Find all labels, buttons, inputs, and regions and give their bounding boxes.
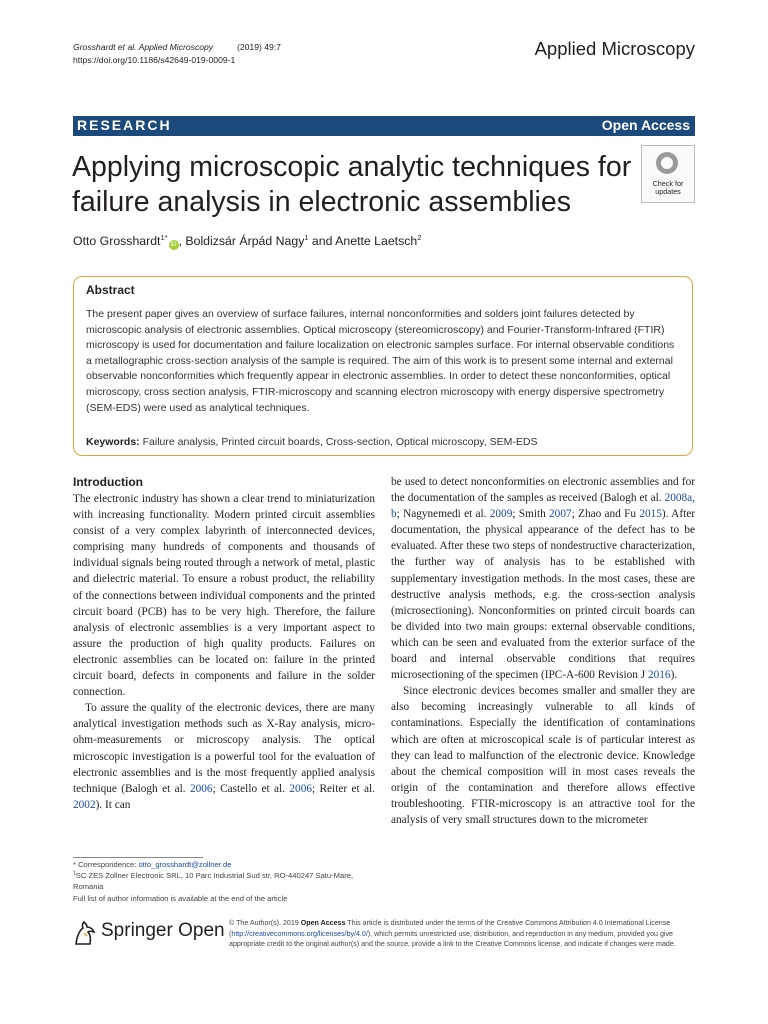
publisher-name: Springer: [101, 920, 173, 941]
affiliation: SC ZES Zollner Electronic SRL, 10 Parc Industrial Sud str, RO-440247 Satu-Mare, Romania: [73, 871, 354, 892]
author-3-affil: 2: [417, 232, 422, 242]
abstract-box: [73, 276, 693, 456]
keywords: [86, 436, 682, 448]
open-access-bold: Open Access: [300, 919, 346, 927]
citation-link[interactable]: 2016: [647, 669, 671, 682]
paragraph: be used to detect nonconformities on electronic assemblies and for the documentation of the samples as received (Balogh et al. 2008a, b; Nagynemedi et al. 2009; Smith 2007; Zhao and Fu 2015). After documentation, the physical appearance of the defect has to be evaluated. After these two steps of nondestructive characterization, the further way of analysis has to be established with supplementary investigation methods. In the most cases, these are destructive analysis methods, e.g. the cross-section analysis (microsectioning). Nonconformities on printed circuit boards can be divided into two main groups: external observable conditions, which can be seen and evaluated from the exterior surface of the board and internal observable conditions that requires microsectioning of the specimen (IPC-A-600 Revision J 2016).: [391, 476, 695, 682]
footnote-divider: [73, 857, 203, 858]
author-3[interactable]: and Anette Laetsch: [308, 234, 418, 248]
citation-link[interactable]: 2015: [639, 508, 662, 521]
running-header: [73, 41, 281, 67]
citation-link[interactable]: 2007: [549, 508, 572, 521]
keywords-label: Keywords:: [86, 436, 140, 448]
doi-link[interactable]: https://doi.org/10.1186/s42649-019-0009-1: [73, 55, 236, 65]
keywords-list: Failure analysis, Printed circuit boards, Cross-section, Optical microscopy, SEM-EDS: [139, 436, 538, 448]
open-access-label: Open Access: [601, 117, 690, 133]
article-type-banner: [73, 116, 695, 136]
abstract-text: The present paper gives an overview of surface failures, internal nonconformities and solders joint failures detected by microscopic analysis of electronic assemblies. Optical microscopy (stereomicroscopy) and Fourier-Transform-Infrared (FTIR) microscopy is used for documentation and failure localization on electronic samples surface. For internal observable conditions a metallographic cross-section analysis of the sample is required. The aim of this work is to present some internal and external observable nonconformities which frequently appear in electronic assemblies. In order to detect these nonconformities, optical microscopy, cross section analysis, FTIR-microscopy and scanning electron microscopy with energy dispersive spectrometry (SEM-EDS) were used as analytical techniques.: [86, 308, 675, 414]
publisher-suffix: Open: [172, 920, 225, 941]
check-updates-line1: Check for: [652, 179, 684, 188]
correspondence-email[interactable]: otto_grosshardt@zollner.de: [138, 860, 232, 869]
author-info-note: Full list of author information is available at the end of the article: [73, 893, 288, 903]
body-column-left: [73, 474, 375, 813]
check-for-updates-badge[interactable]: [641, 145, 695, 203]
body-column-right: [391, 474, 695, 828]
affiliation-sup: 1: [73, 870, 76, 877]
article-type: RESEARCH: [77, 117, 172, 133]
citation-link[interactable]: 2008a, b: [391, 492, 695, 521]
license-link[interactable]: http://creativecommons.org/licenses/by/4.0/: [231, 929, 368, 938]
author-2-affil: 1: [304, 232, 309, 242]
journal-name: Applied Microscopy: [534, 38, 695, 59]
crossmark-icon: [656, 152, 678, 174]
citation-link[interactable]: 2002: [73, 798, 96, 811]
correspondence-label: * Correspondence:: [73, 860, 139, 869]
citation-authors: Grosshardt et al. Applied Microscopy: [73, 42, 214, 52]
author-2[interactable]: , Boldizsár Árpád Nagy: [178, 234, 305, 248]
paragraph: Since electronic devices becomes smaller and smaller they are also becoming increasingly vulnerable to all kinds of contaminations. Especially the identification of contaminations which are often at microscopical scale is of particular interest as they can lead to malfunction of the electronic device. Knowledge about the chemical composition will in most cases reveals the origin of the contamination and therefore allows effective troubleshooting. FTIR-microscopy is an attractive tool for the analysis of very small structures down to the micrometer: [391, 685, 695, 826]
abstract-heading: Abstract: [86, 283, 135, 297]
article-title: Applying microscopic analytic techniques for failure analysis in electronic assemblies: [72, 151, 632, 218]
paragraph: The electronic industry has shown a clear trend to miniaturization with increasing functionality. Modern printed circuit assemblies consist of a very complex labyrinth of interconnected devices, comprising many hundreds of components and thousands of individual signals being routed through a network of metal, plastic and dielectric material. To ensure a robust product, the reliability of the connections between individual components and the printed circuit board (PCB) has to be very high. Therefore, the failure analysis of electronic assemblies is a very important aspect to assure the production of high quality products. Failures on electronic assemblies can be located on: failure in the printed circuit board, defects in components and failure in the solder connection.: [73, 493, 375, 699]
orcid-icon[interactable]: iD: [169, 240, 179, 250]
springer-horse-icon: [73, 920, 97, 946]
citation-year: (2019) 49:7: [237, 42, 281, 52]
author-1-affil: 1*: [160, 232, 168, 242]
paragraph: To assure the quality of the electronic devices, there are many analytical investigation methods such as X-Ray analysis, micro-ohm-measurements or microscopy analysis. The optical microscopic investigation is a powerful tool for the evaluation of electronic assemblies and is the most frequently applied analysis technique (Balogh et al. 2006; Castello et al. 2006; Reiter et al. 2002). It can: [73, 702, 375, 811]
author-list: [73, 234, 421, 250]
check-updates-line2: updates: [655, 187, 681, 196]
introduction-heading: Introduction: [73, 475, 143, 489]
author-1[interactable]: Otto Grosshardt: [73, 234, 161, 248]
citation-link[interactable]: 2006: [289, 782, 312, 795]
footnotes: [73, 859, 373, 904]
license-statement: © The Author(s). 2019 Open Access This article is distributed under the terms of the Creative Commons Attribution 4.0 International License (http://creativecommons.org/licenses/by/4.0/), which permits unrestricted use, distribution, and reproduction in any medium, provided you give appropriate credit to the original author(s) and the source, provide a link to the Creative Commons license, and indicate if changes were made.: [229, 919, 676, 949]
citation-link[interactable]: 2009: [489, 508, 513, 521]
citation-link[interactable]: 2006: [189, 782, 213, 795]
